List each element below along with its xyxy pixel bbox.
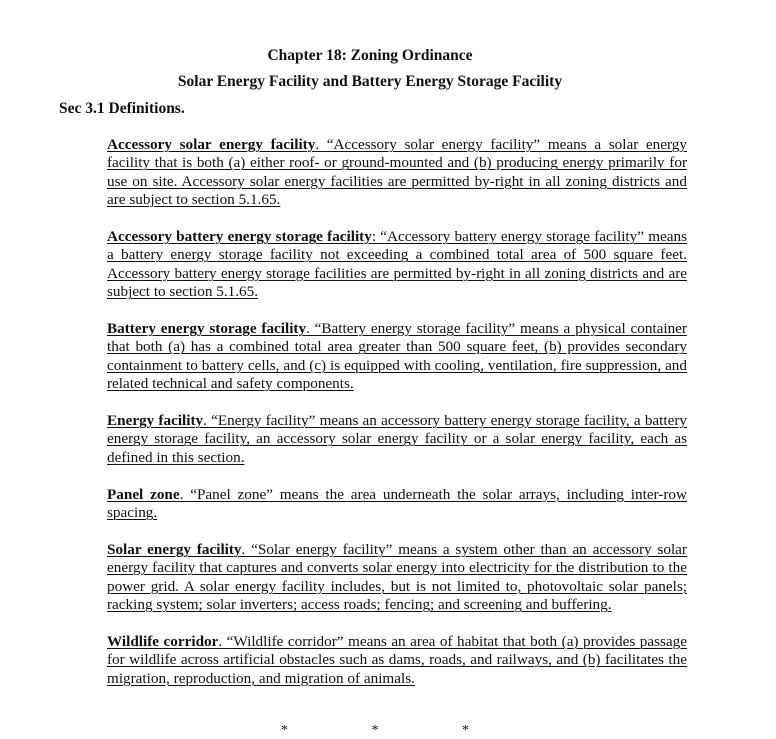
definition-body: . “Battery energy storage facility” means a physical container that both (a) has a combined total area greater than 500 square feet, (b) provides secondary containment to battery cells, and (c) is equipped with cooling, ventilation, fire suppression, and related technical and safety components. <box>107 320 687 393</box>
definition-body: . “Energy facility” means an accessory battery energy storage facility, a battery energy storage facility, an accessory solar energy facility or a solar energy facility, each as defined in this section. <box>107 412 687 466</box>
definition-wildlife-corridor <box>107 633 687 688</box>
definition-panel-zone <box>107 486 687 523</box>
definition-term: Accessory battery energy storage facility <box>107 228 372 246</box>
definitions-list <box>107 136 687 706</box>
chapter-subtitle: Solar Energy Facility and Battery Energy Storage Facility <box>177 73 563 90</box>
definition-accessory-battery-energy-storage-facility <box>107 228 687 302</box>
chapter-title: Chapter 18: Zoning Ordinance <box>267 47 473 64</box>
definition-term: Accessory solar energy facility <box>107 136 316 153</box>
definition-body: : “Accessory battery energy storage facility” means a battery energy storage facility not exceeding a combined total area of 500 square feet. Accessory battery energy storage facilities are permitted by-right in all zoning districts and are subject to section 5.1.65. <box>107 228 687 301</box>
definition-term: Wildlife corridor <box>107 632 219 650</box>
section-separator: * * * <box>281 723 509 738</box>
definition-battery-energy-storage-facility <box>107 320 687 394</box>
definition-body: . “Wildlife corridor” means an area of habitat that both (a) provides passage for wildlife across artificial obstacles such as dams, roads, and railways, and (b) facilitates the migration, reproduction, and migration of animals. <box>107 632 688 687</box>
definition-term: Panel zone <box>107 485 180 503</box>
definition-term: Energy facility <box>107 412 204 430</box>
definition-energy-facility <box>107 412 687 467</box>
definition-body: . “Panel zone” means the area underneath the solar arrays, including inter-row spacing. <box>107 485 687 522</box>
definition-accessory-solar-energy-facility <box>107 136 687 210</box>
definition-solar-energy-facility <box>107 541 687 615</box>
definition-body: . “Solar energy facility” means a system other than an accessory solar energy facility that captures and converts solar energy into electricity for the distribution to the power grid. A solar energy facility includes, but is not limited to, photovoltaic solar panels; racking system; solar inverters; access roads; fencing; and screening and buffering. <box>107 540 687 614</box>
definition-term: Solar energy facility <box>107 540 242 558</box>
definition-body: . “Accessory solar energy facility” means a solar energy facility that is both (a) either roof- or ground-mounted and (b) producing energy primarily for use on site. Accessory solar energy facilities are permitted by-right in all zoning districts and are subject to section 5.1.65. <box>107 136 687 209</box>
definition-term: Battery energy storage facility <box>107 320 307 338</box>
section-heading: Sec 3.1 Definitions. <box>59 100 185 117</box>
